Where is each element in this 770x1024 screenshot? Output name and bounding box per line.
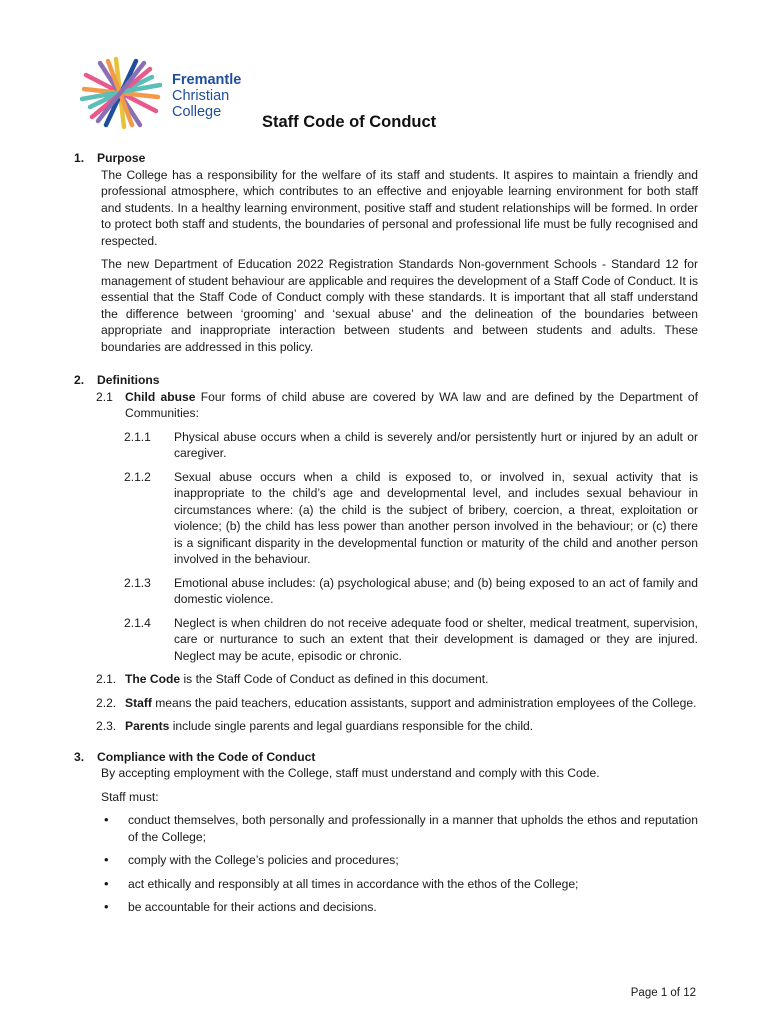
- compliance-bullet: [104, 852, 698, 869]
- section-number: 2.: [74, 373, 85, 387]
- bullet-icon: •: [104, 875, 109, 891]
- abuse-type-number: 2.1.2: [124, 469, 151, 484]
- abuse-type-text: Physical abuse occurs when a child is severely and/or persistently hurt or injured by an adult or caregiver.: [174, 429, 698, 460]
- abuse-type-number: 2.1.4: [124, 615, 151, 630]
- definition-text: Four forms of child abuse are covered by WA law and are defined by the Department of Communities:: [125, 389, 698, 420]
- abuse-type-item: [124, 575, 698, 608]
- document-title: Staff Code of Conduct: [262, 113, 437, 131]
- definition-term: Child abuse: [125, 389, 196, 404]
- logo-line-1: Fremantle: [172, 72, 242, 88]
- bullet-text: act ethically and responsibly at all times in accordance with the ethos of the College;: [128, 876, 579, 891]
- bullet-icon: •: [104, 852, 109, 867]
- abuse-type-item: [124, 469, 698, 568]
- definition-number: 2.3.: [96, 719, 117, 733]
- compliance-bullet: [104, 876, 698, 893]
- definition-body: [125, 718, 698, 735]
- section-compliance-heading: [74, 749, 698, 766]
- abuse-type-number: 2.1.3: [124, 575, 151, 590]
- abuse-type-text: Sexual abuse occurs when a child is exposed to, or involved in, sexual activity that is inappropriate to the child’s age and developmental level, and includes sexual behaviour in circumstances where: (a) the child is the subject of bribery, coercion, a threat, exploitation or violence; (b) the child has less power than another person involved in the behaviour; or (c) there is a significant disparity in the developmental function or maturity of the child and another person involved in the behaviour.: [174, 469, 698, 566]
- college-logo-icon: [80, 55, 162, 130]
- section-title: Compliance with the Code of Conduct: [97, 749, 316, 764]
- section-title: Definitions: [97, 373, 160, 387]
- purpose-paragraph-2: The new Department of Education 2022 Registration Standards Non-government Schools - Standard 12 for management of student behaviour are applicable and requires the development of a Staff Code of Conduct. It is essential that the Staff Code of Conduct comply with these standards. It is important that all staff understand the difference between ‘grooming’ and ‘sexual abuse’ and the delineation of the boundaries between appropriate and inappropriate interaction between students and between students and adults. These boundaries are addressed in this policy.: [101, 257, 698, 354]
- definition-body: [125, 671, 698, 688]
- section-definitions-heading: [74, 372, 698, 389]
- bullet-text: comply with the College’s policies and procedures;: [128, 853, 399, 867]
- definition-body: [125, 389, 698, 422]
- abuse-type-number: 2.1.1: [124, 429, 151, 444]
- definition-parents: [96, 718, 698, 735]
- definition-number: 2.2.: [96, 695, 117, 710]
- compliance-bullet: [104, 812, 698, 845]
- section-number: 1.: [74, 151, 85, 165]
- logo-line-2: Christian: [172, 88, 230, 104]
- definition-text: is the Staff Code of Conduct as defined in this document.: [180, 672, 489, 686]
- bullet-icon: •: [104, 899, 109, 914]
- bullet-text: be accountable for their actions and decisions.: [128, 900, 377, 914]
- definition-term: Parents: [125, 719, 170, 733]
- page-number: Page 1 of 12: [630, 987, 696, 999]
- compliance-bullet: [104, 899, 698, 916]
- section-purpose-heading: [74, 150, 698, 167]
- compliance-intro: By accepting employment with the College, staff must understand and comply with this Code.: [101, 766, 600, 780]
- definition-number: 2.1.: [96, 672, 117, 686]
- document-body: [74, 150, 698, 923]
- section-title: Purpose: [97, 151, 146, 165]
- definition-child-abuse: [96, 389, 698, 422]
- abuse-type-item: [124, 429, 698, 462]
- definition-the-code: [96, 671, 698, 688]
- abuse-type-text: Emotional abuse includes: (a) psychological abuse; and (b) being exposed to an act of family and domestic violence.: [174, 575, 698, 606]
- definition-staff: [96, 695, 698, 712]
- bullet-icon: •: [104, 812, 109, 827]
- purpose-paragraph-1: The College has a responsibility for the welfare of its staff and students. It aspires to maintain a friendly and professional atmosphere, which contributes to an effective and enjoyable learning environment for both staff and students. In a healthy learning environment, positive staff and student relationships will be formed. In order to protect both staff and students, the boundaries of personal and professional life must be fully recognised and respected.: [101, 167, 698, 248]
- abuse-type-text: Neglect is when children do not receive adequate food or shelter, medical treatment, supervision, care or nurturance to such an extent that their development is damaged or they are injured. Neglect may be acute, episodic or chronic.: [174, 615, 698, 663]
- definition-number: 2.1: [96, 389, 113, 404]
- bullet-text: conduct themselves, both personally and professionally in a manner that upholds the ethos and reputation of the College;: [128, 813, 698, 844]
- definition-body: [125, 695, 698, 712]
- definition-text: means the paid teachers, education assistants, support and administration employees of the College.: [151, 695, 697, 710]
- compliance-staff-must: Staff must:: [101, 789, 159, 804]
- definition-term: Staff: [125, 695, 152, 710]
- abuse-type-item: [124, 615, 698, 665]
- college-logo: [80, 55, 260, 130]
- definition-term: The Code: [125, 672, 181, 686]
- section-number: 3.: [74, 749, 85, 764]
- logo-line-3: College: [172, 104, 222, 120]
- definition-text: include single parents and legal guardians responsible for the child.: [169, 719, 534, 733]
- college-logo-wordmark: [172, 72, 241, 120]
